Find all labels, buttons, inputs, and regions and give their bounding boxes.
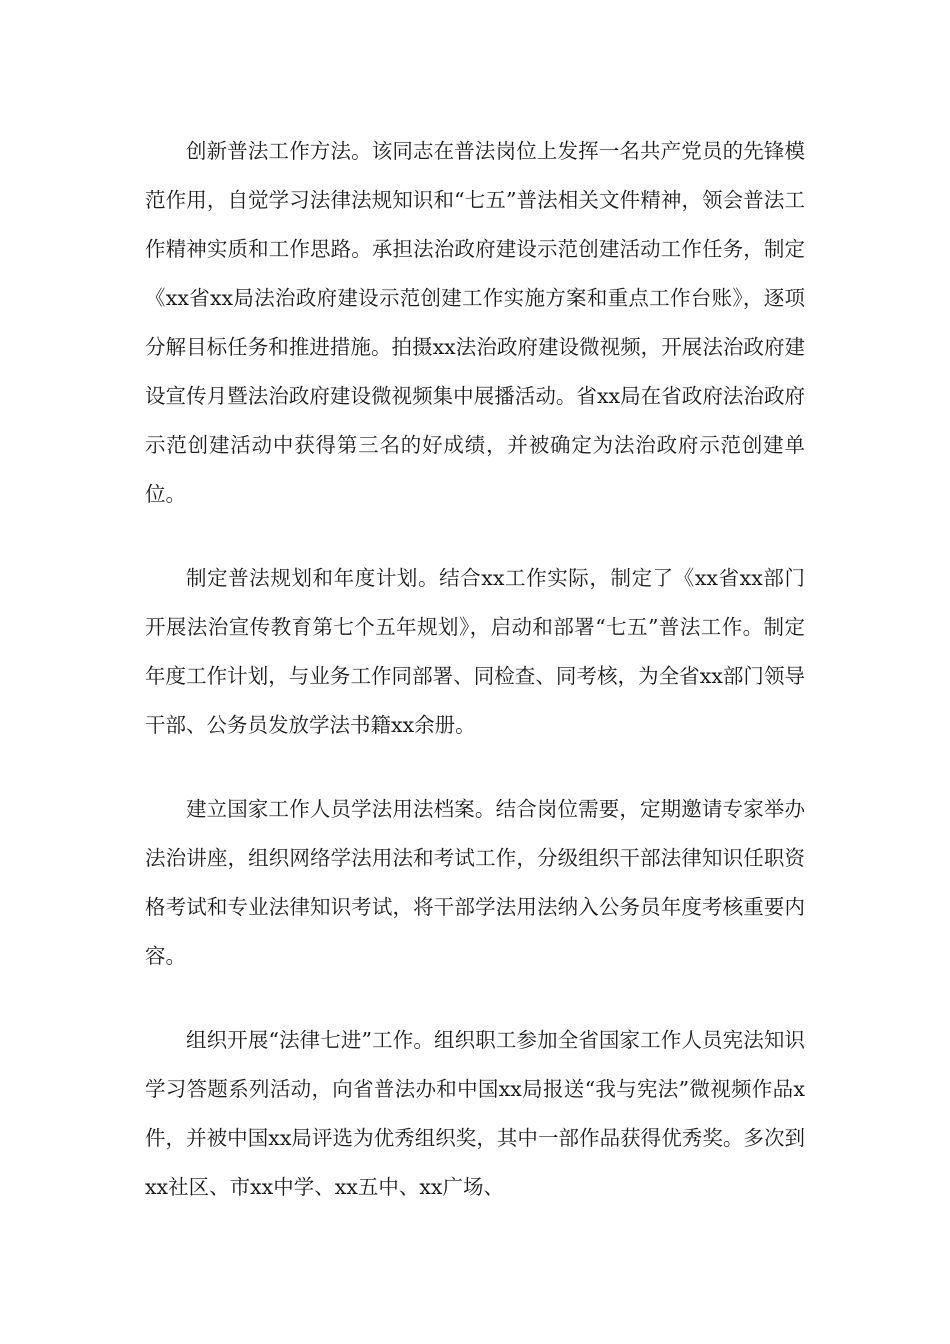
paragraph-archives: 建立国家工作人员学法用法档案。结合岗位需要，定期邀请专家举办法治讲座，组织网络学法用法和考试工作，分级组织干部法律知识任职资格考试和专业法律知识考试，将干部学法用法纳入公务员年度考核重要内容。 — [145, 797, 805, 968]
document-body — [145, 127, 805, 1247]
paragraph-innovate-methods: 创新普法工作方法。该同志在普法岗位上发挥一名共产党员的先锋模范作用，自觉学习法律法规知识和“七五”普法相关文件精神，领会普法工作精神实质和工作思路。承担法治政府建设示范创建活动工作任务，制定《xx省xx局法治政府建设示范创建工作实施方案和重点工作台账》，逐项分解目标任务和推进措施。拍摄xx法治政府建设微视频，开展法治政府建设宣传月暨法治政府建设微视频集中展播活动。省xx局在省政府法治政府示范创建活动中获得第三名的好成绩，并被确定为法治政府示范创建单位。 — [145, 139, 805, 506]
paragraph-law-seven-entries: 组织开展“法律七进”工作。组织职工参加全省国家工作人员宪法知识学习答题系列活动，向省普法办和中国xx局报送“我与宪法”微视频作品x件，并被中国xx局评选为优秀组织奖，其中一部作品获得优秀奖。多次到xx社区、市xx中学、xx五中、xx广场、 — [145, 1028, 805, 1199]
paragraph-planning: 制定普法规划和年度计划。结合xx工作实际，制定了《xx省xx部门开展法治宣传教育第七个五年规划》，启动和部署“七五”普法工作。制定年度工作计划，与业务工作同部署、同检查、同考核，为全省xx部门领导干部、公务员发放学法书籍xx余册。 — [145, 566, 805, 737]
